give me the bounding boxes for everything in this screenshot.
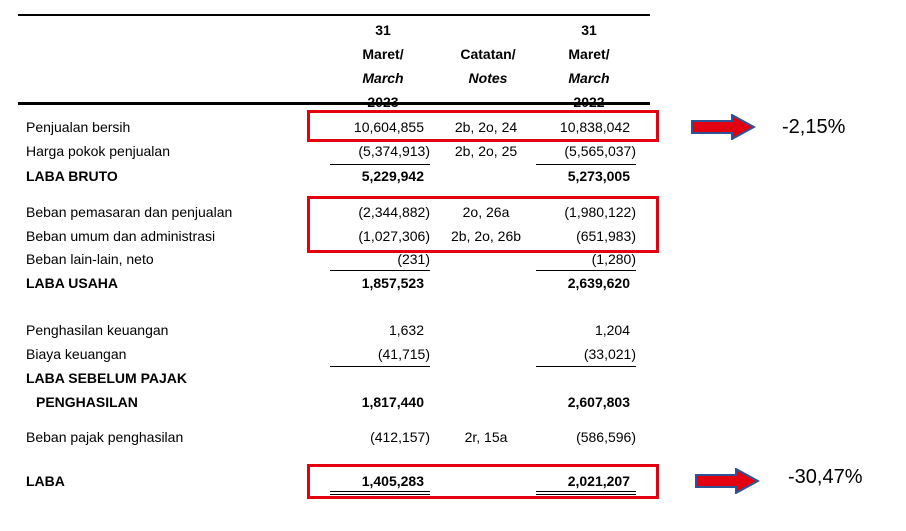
subtotal-rule-2022 [536, 164, 636, 165]
profit-change-percent: -30,47% [788, 466, 863, 488]
header-notes-line1: Catatan/ [460, 46, 516, 62]
row-value-2022: 10,838,042 [559, 119, 630, 135]
header-rule [18, 102, 650, 105]
row-value-2022: 2,639,620 [567, 275, 630, 291]
header-2022 [546, 18, 632, 114]
row-note: 2b, 2o, 24 [454, 119, 518, 135]
highlight-box-profit [307, 464, 659, 499]
subtotal-rule-2022 [536, 270, 636, 271]
row-label: LABA BRUTO [26, 168, 118, 184]
sales-change-percent: -2,15% [782, 116, 846, 138]
row-value-2022: (586,596) [576, 429, 636, 445]
row-label: Penjualan bersih [26, 119, 131, 135]
row-value-2022: 1,204 [594, 322, 630, 338]
row-label: Beban lain-lain, neto [26, 251, 154, 267]
row-label: Beban pajak penghasilan [26, 429, 184, 445]
header-2023 [340, 18, 426, 114]
row-value-2022: 2,021,207 [567, 473, 630, 489]
row-label: Penghasilan keuangan [26, 322, 169, 338]
row-value-2023: 10,604,855 [353, 119, 424, 135]
row-value-2022: 5,273,005 [567, 168, 630, 184]
subtotal-rule-2023 [330, 366, 430, 367]
header-notes [440, 42, 536, 90]
header-2022-line3: March [568, 70, 610, 86]
row-value-2023: (5,374,913) [358, 143, 430, 159]
row-note: 2r, 15a [464, 429, 508, 445]
row-note: 2b, 2o, 26b [450, 228, 522, 244]
row-note: 2b, 2o, 25 [454, 143, 518, 159]
row-value-2022: (33,021) [583, 346, 636, 362]
row-label: Biaya keuangan [26, 346, 127, 362]
row-note: 2o, 26a [462, 204, 510, 220]
row-label: LABA USAHA [26, 275, 119, 291]
top-rule [18, 14, 650, 16]
row-label: LABA SEBELUM PAJAK [26, 370, 188, 386]
subtotal-rule-2023 [330, 164, 430, 165]
row-label: Beban pemasaran dan penjualan [26, 204, 233, 220]
header-2023-line3: March [362, 70, 404, 86]
row-label: Beban umum dan administrasi [26, 228, 216, 244]
row-value-2023: 5,229,942 [361, 168, 424, 184]
row-value-2023: 1,405,283 [361, 473, 424, 489]
subtotal-rule-2022 [536, 366, 636, 367]
header-2022-line2: Maret/ [568, 46, 610, 62]
row-value-2022: 2,607,803 [567, 394, 630, 410]
row-value-2023: (2,344,882) [358, 204, 430, 220]
row-label: LABA [26, 473, 65, 489]
row-label: Harga pokok penjualan [26, 143, 170, 159]
header-2023-line1: 31 [375, 22, 391, 38]
row-value-2022: (1,980,122) [564, 204, 636, 220]
row-value-2022: (5,565,037) [564, 143, 636, 159]
header-2023-line2: Maret/ [362, 46, 404, 62]
row-value-2023: 1,817,440 [361, 394, 424, 410]
subtotal-rule-2023 [330, 270, 430, 271]
header-notes-line2: Notes [468, 70, 508, 86]
row-value-2023: (41,715) [377, 346, 430, 362]
arrow-right-icon [690, 114, 756, 140]
row-value-2023: (231) [397, 251, 430, 267]
row-value-2022: (651,983) [576, 228, 636, 244]
row-label: PENGHASILAN [36, 394, 138, 410]
highlight-box-sales [307, 110, 659, 142]
row-value-2023: 1,857,523 [361, 275, 424, 291]
highlight-box-expenses [307, 196, 659, 253]
row-value-2023: (412,157) [370, 429, 430, 445]
row-value-2023: 1,632 [388, 322, 424, 338]
row-value-2022: (1,280) [591, 251, 636, 267]
row-value-2023: (1,027,306) [358, 228, 430, 244]
header-2022-line1: 31 [581, 22, 597, 38]
arrow-right-icon [694, 468, 760, 494]
